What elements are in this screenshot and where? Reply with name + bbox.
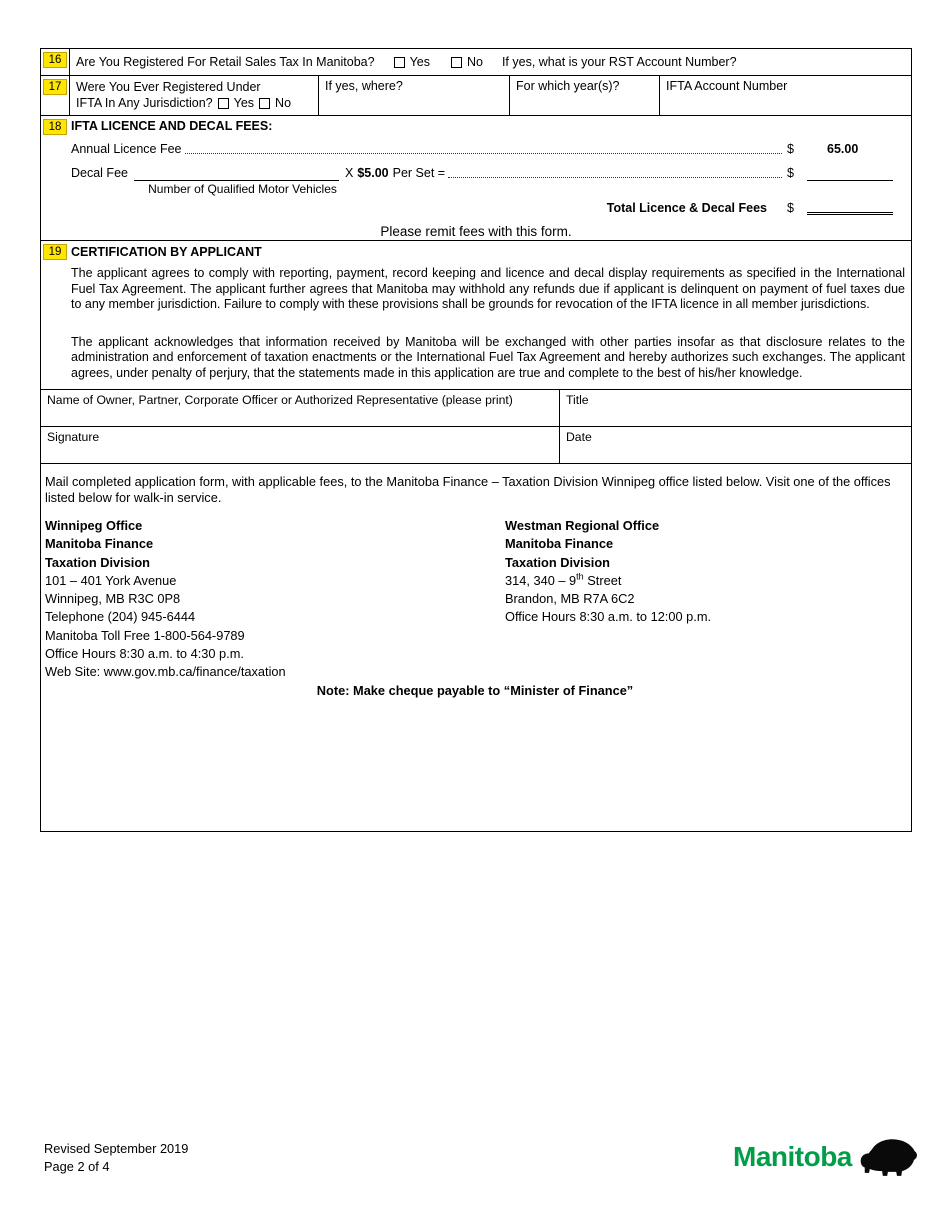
bison-icon — [856, 1136, 922, 1178]
vehicle-count-field[interactable] — [134, 167, 339, 181]
annual-fee-amount: 65.00 — [827, 142, 859, 156]
signature-field[interactable] — [41, 427, 560, 464]
q17-ifta-account-label: IFTA Account Number — [666, 79, 788, 93]
q16-yes-label: Yes — [409, 55, 430, 69]
decal-fee-label: Decal Fee — [71, 166, 128, 180]
page-number: Page 2 of 4 — [44, 1159, 110, 1174]
q17-question-line2: IFTA In Any Jurisdiction? — [76, 96, 213, 110]
q16-question-text: Are You Registered For Retail Sales Tax In Manitoba? — [76, 55, 375, 69]
winnipeg-tollfree-line: Manitoba Toll Free 1-800-564-9789 — [45, 627, 245, 643]
q17-years-field[interactable] — [509, 76, 659, 115]
q17-question-line1: Were You Ever Registered Under — [76, 80, 261, 94]
signature-field-label: Signature — [47, 430, 100, 444]
annual-fee-line — [71, 142, 905, 157]
question-16-row — [41, 49, 911, 76]
mailing-section — [41, 464, 911, 698]
q16-content — [69, 49, 911, 75]
date-field[interactable] — [560, 427, 911, 464]
winnipeg-office-title: Winnipeg Office — [45, 518, 143, 533]
total-fees-label: Total Licence & Decal Fees — [606, 201, 767, 215]
title-field[interactable] — [560, 390, 911, 427]
manitoba-wordmark: Manitoba — [733, 1141, 852, 1172]
westman-office-division: Taxation Division — [505, 554, 610, 570]
remit-note: Please remit fees with this form. — [380, 224, 572, 239]
q16-yes-checkbox[interactable] — [394, 57, 405, 68]
westman-office-org: Manitoba Finance — [505, 536, 614, 552]
cheque-payable-note: Note: Make cheque payable to “Minister of Finance” — [316, 682, 634, 698]
question-number-18: 18 — [43, 119, 67, 135]
decal-fee-line — [71, 166, 905, 181]
decal-rate: $5.00 — [357, 166, 389, 180]
q16-no-checkbox[interactable] — [451, 57, 462, 68]
manitoba-logo — [733, 1136, 922, 1178]
question-number-16: 16 — [43, 52, 67, 68]
signature-table — [41, 390, 911, 464]
question-number-17: 17 — [43, 79, 67, 95]
westman-office-title: Westman Regional Office — [505, 518, 660, 533]
winnipeg-office-division: Taxation Division — [45, 554, 150, 570]
winnipeg-city-line: Winnipeg, MB R3C 0P8 — [45, 591, 181, 607]
fees-section — [41, 116, 911, 241]
total-dollar-sign: $ — [787, 201, 794, 215]
mailing-instructions: Mail completed application form, with applicable fees, to the Manitoba Finance – Taxation Division Winnipeg office listed below. Visit one of the offices listed below for walk-in service. — [45, 474, 891, 505]
revision-note: Revised September 2019 — [44, 1141, 189, 1156]
title-field-label: Title — [566, 393, 589, 407]
winnipeg-office-block — [45, 517, 505, 682]
q17-no-checkbox[interactable] — [259, 98, 270, 109]
westman-address-line: 314, 340 – 9th Street — [505, 571, 622, 588]
annual-dollar-sign: $ — [787, 142, 794, 156]
q16-no-label: No — [466, 55, 483, 69]
q17-where-label: If yes, where? — [325, 79, 403, 93]
westman-office-block — [505, 517, 905, 682]
winnipeg-address-line: 101 – 401 York Avenue — [45, 572, 177, 588]
winnipeg-hours-line: Office Hours 8:30 a.m. to 4:30 p.m. — [45, 646, 244, 662]
certification-paragraph-1: The applicant agrees to comply with reporting, payment, record keeping and licence and decal display requirements as specified in the International Fuel Tax Agreement. The applicant further agrees that Manitoba may withhold any refunds due if applicant is delinquent on payment of fuel taxes due to any member jurisdiction. Failure to comply with these provisions shall be grounds for revocation of the IFTA licence in all member jurisdictions. — [71, 266, 905, 311]
total-fees-field[interactable] — [807, 199, 893, 215]
name-field[interactable] — [41, 390, 560, 427]
q16-rst-followup-text: If yes, what is your RST Account Number? — [501, 55, 737, 69]
decal-multiply-sign: X — [344, 166, 354, 180]
q17-yes-label: Yes — [233, 96, 255, 110]
question-17-row — [41, 76, 911, 116]
q17-where-field[interactable] — [318, 76, 509, 115]
total-fees-line — [71, 199, 905, 215]
q17-ifta-account-field[interactable] — [659, 76, 911, 115]
winnipeg-website-line: Web Site: www.gov.mb.ca/finance/taxation — [45, 664, 286, 680]
fees-heading: IFTA LICENCE AND DECAL FEES: — [71, 119, 273, 133]
certification-section — [41, 241, 911, 390]
q17-question-cell — [69, 76, 318, 115]
date-field-label: Date — [566, 430, 592, 444]
winnipeg-telephone-line: Telephone (204) 945-6444 — [45, 609, 196, 625]
certification-paragraph-2: The applicant acknowledges that information received by Manitoba will be exchanged with other parties insofar as that disclosure relates to the administration and enforcement of taxation enactments or the International Fuel Tax Agreement and hereby authorizes such exchanges. The applicant agrees, under penalty of perjury, that the statements made in this application are true and complete to the best of his/her knowledge. — [71, 334, 905, 380]
q17-no-label: No — [275, 96, 292, 110]
name-field-label: Name of Owner, Partner, Corporate Officer or Authorized Representative (please print) — [47, 393, 513, 407]
westman-city-line: Brandon, MB R7A 6C2 — [505, 591, 635, 607]
decal-dollar-sign: $ — [787, 166, 794, 180]
westman-hours-line: Office Hours 8:30 a.m. to 12:00 p.m. — [505, 609, 712, 625]
question-number-19: 19 — [43, 244, 67, 260]
dot-leader — [448, 166, 782, 178]
decal-per-set-label: Per Set = — [392, 166, 446, 180]
q17-years-label: For which year(s)? — [516, 79, 620, 93]
annual-fee-label: Annual Licence Fee — [71, 142, 182, 156]
qualified-vehicles-label: Number of Qualified Motor Vehicles — [148, 182, 337, 196]
winnipeg-office-org: Manitoba Finance — [45, 536, 154, 552]
decal-fee-field[interactable] — [807, 167, 893, 181]
certification-heading: CERTIFICATION BY APPLICANT — [71, 245, 262, 259]
application-form — [40, 48, 912, 832]
q17-yes-checkbox[interactable] — [218, 98, 229, 109]
dot-leader — [185, 142, 783, 154]
